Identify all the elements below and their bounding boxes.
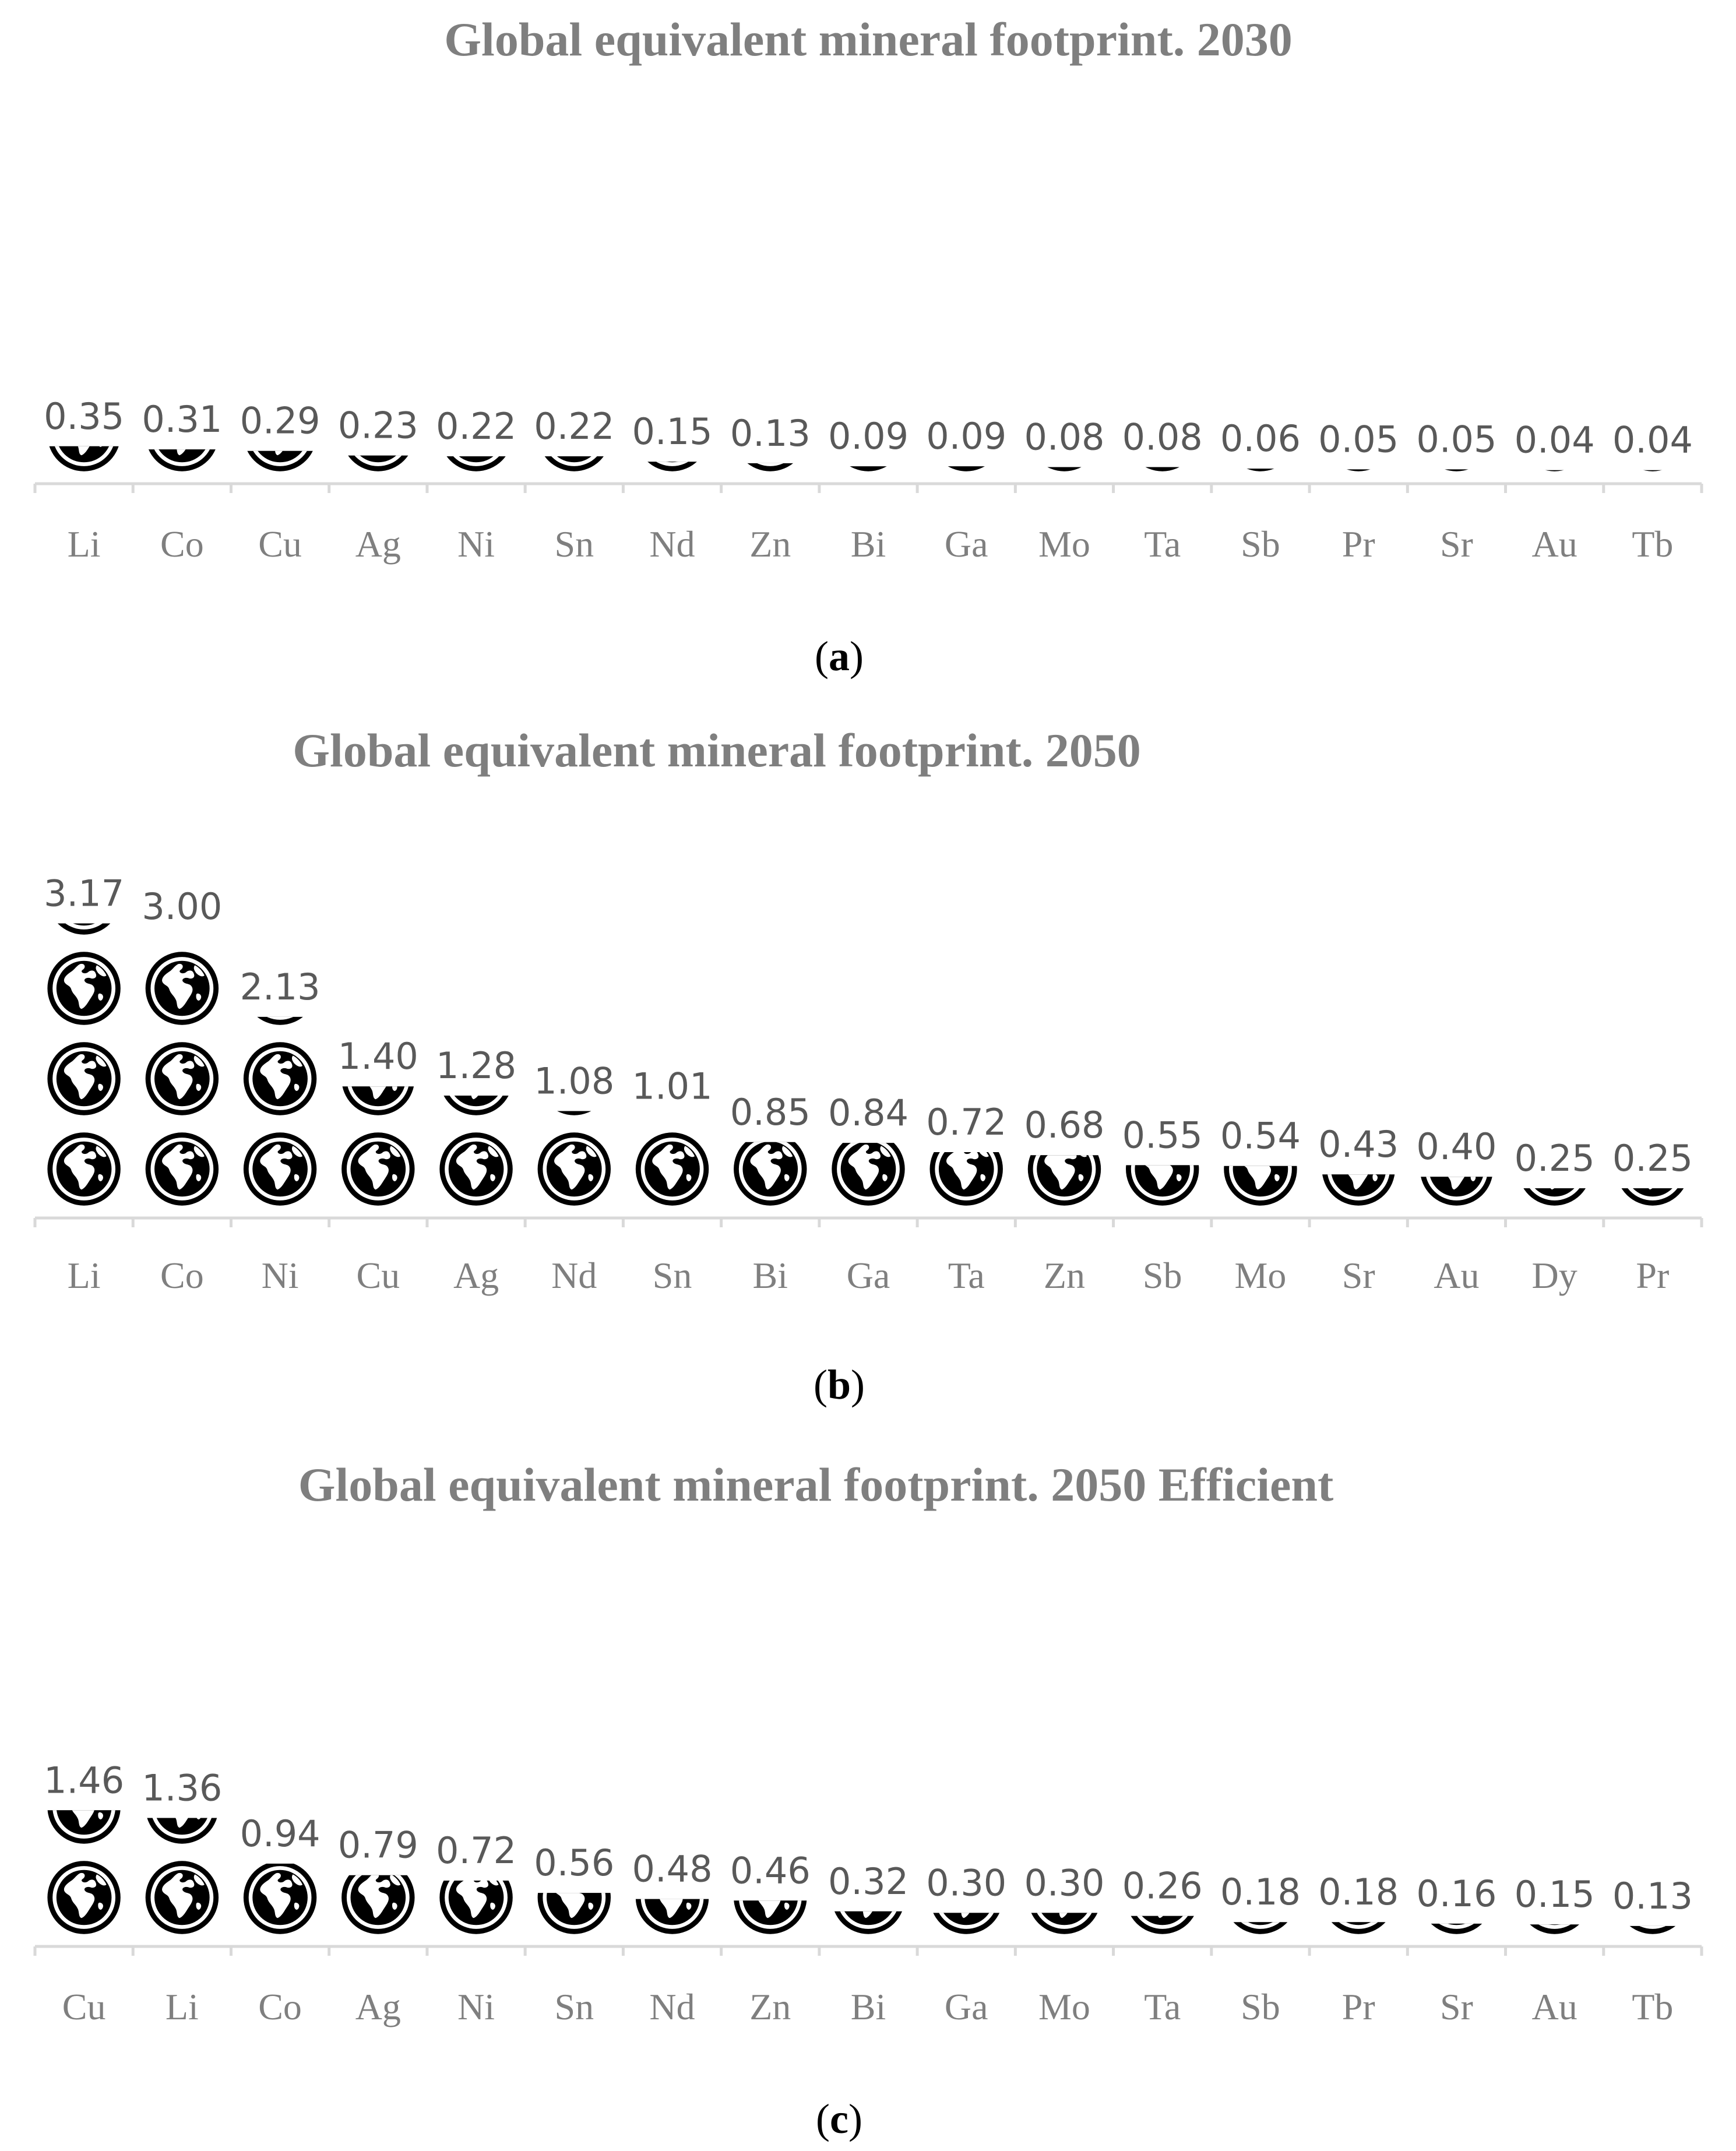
bar-co	[146, 952, 219, 1205]
category-label: Cu	[258, 523, 302, 565]
globe-icon	[146, 1861, 219, 1934]
category-label: Sn	[554, 523, 594, 565]
category-label: Sb	[1241, 523, 1280, 565]
data-label: 0.79	[337, 1823, 418, 1867]
data-label: 0.06	[1220, 417, 1301, 460]
bar-bi	[734, 1132, 807, 1205]
category-label: Ni	[457, 1986, 495, 2027]
data-label: 0.68	[1024, 1104, 1105, 1147]
category-label: Ag	[355, 523, 401, 565]
data-label: 0.48	[632, 1847, 713, 1891]
data-label: 1.36	[142, 1766, 223, 1809]
category-label: Sb	[1241, 1986, 1280, 2027]
category-label: Li	[165, 1986, 199, 2027]
category-label: Sn	[652, 1255, 692, 1296]
category-label: Cu	[62, 1986, 106, 2027]
data-label: 0.04	[1514, 418, 1595, 462]
bar-ni	[439, 1861, 512, 1934]
chart-title: Global equivalent mineral footprint. 2030	[444, 13, 1293, 66]
data-label: 0.25	[1514, 1137, 1595, 1180]
data-label: 0.35	[44, 395, 125, 438]
data-label: 1.46	[44, 1759, 125, 1802]
data-label: 0.55	[1122, 1114, 1203, 1157]
data-label: 1.28	[436, 1044, 517, 1087]
bar-ga	[832, 1132, 904, 1205]
data-label: 0.29	[240, 399, 321, 442]
globe-icon	[244, 1132, 316, 1205]
category-label: Nd	[649, 523, 695, 565]
globe-icon	[636, 1132, 709, 1205]
partial-globe-icon	[832, 1132, 904, 1205]
globe-icon	[146, 952, 219, 1025]
bar-ag	[341, 1861, 414, 1934]
partial-globe-icon	[439, 1861, 512, 1934]
data-label: 1.08	[534, 1059, 615, 1103]
panel-label: (a)	[815, 633, 864, 680]
category-label: Bi	[850, 523, 886, 565]
data-label: 0.72	[436, 1829, 517, 1872]
data-label: 0.54	[1220, 1114, 1301, 1157]
globe-icon	[47, 1861, 120, 1934]
category-label: Dy	[1531, 1255, 1577, 1296]
category-label: Zn	[749, 523, 791, 565]
category-label: Ta	[948, 1255, 985, 1296]
data-label: 2.13	[240, 965, 321, 1008]
data-label: 0.85	[730, 1090, 811, 1133]
category-label: Pr	[1341, 1986, 1375, 2027]
globe-icon	[47, 1132, 120, 1205]
category-label: Ni	[457, 523, 495, 565]
panel-label: (c)	[816, 2096, 862, 2142]
category-label: Ta	[1144, 523, 1181, 565]
panel-label: (b)	[813, 1361, 865, 1408]
category-label: Tb	[1632, 1986, 1674, 2027]
data-label: 0.09	[827, 415, 909, 458]
category-label: Ag	[453, 1255, 499, 1296]
category-label: Ta	[1144, 1986, 1181, 2027]
category-label: Ag	[355, 1986, 401, 2027]
data-label: 0.18	[1318, 1871, 1399, 1914]
bar-co	[244, 1861, 316, 1934]
data-label: 1.40	[337, 1035, 418, 1078]
globe-icon	[47, 1042, 120, 1115]
panel-c	[35, 1458, 1702, 2142]
data-label: 3.00	[142, 885, 223, 928]
globe-icon	[244, 1042, 316, 1115]
category-label: Cu	[356, 1255, 400, 1296]
data-label: 3.17	[44, 872, 125, 915]
chart-title: Global equivalent mineral footprint. 2050 Efficient	[298, 1458, 1334, 1511]
category-label: Au	[1531, 1986, 1577, 2027]
category-label: Mo	[1038, 523, 1090, 565]
chart-title: Global equivalent mineral footprint. 2050	[293, 724, 1141, 777]
partial-globe-icon	[734, 1132, 807, 1205]
partial-globe-icon	[244, 1861, 316, 1934]
partial-globe-icon	[930, 1132, 1003, 1205]
category-label: Pr	[1636, 1255, 1670, 1296]
category-label: Nd	[649, 1986, 695, 2027]
category-label: Sr	[1439, 523, 1473, 565]
data-label: 0.25	[1612, 1137, 1693, 1180]
category-label: Ni	[261, 1255, 299, 1296]
data-label: 0.15	[632, 410, 713, 453]
category-label: Pr	[1341, 523, 1375, 565]
category-label: Sr	[1341, 1255, 1375, 1296]
category-label: Co	[160, 523, 204, 565]
data-label: 0.30	[926, 1861, 1007, 1904]
panel-b	[35, 724, 1702, 1408]
data-label: 0.05	[1318, 418, 1399, 461]
data-label: 0.13	[1612, 1874, 1693, 1917]
data-label: 0.56	[534, 1842, 615, 1885]
globe-icon	[146, 1042, 219, 1115]
category-label: Co	[160, 1255, 204, 1296]
data-label: 0.18	[1220, 1871, 1301, 1914]
data-label: 0.72	[926, 1100, 1007, 1143]
data-label: 0.16	[1416, 1872, 1497, 1915]
category-label: Bi	[752, 1255, 788, 1296]
data-label: 0.04	[1612, 418, 1693, 462]
category-label: Zn	[749, 1986, 791, 2027]
data-label: 0.08	[1122, 416, 1203, 459]
data-label: 0.40	[1416, 1125, 1497, 1168]
category-label: Bi	[850, 1986, 886, 2027]
bar-ta	[930, 1132, 1003, 1205]
category-label: Co	[258, 1986, 302, 2027]
globe-icon	[341, 1132, 414, 1205]
partial-globe-icon	[341, 1861, 414, 1934]
data-label: 0.31	[142, 398, 223, 441]
data-label: 1.01	[632, 1065, 713, 1108]
globe-icon	[47, 952, 120, 1025]
globe-icon	[439, 1132, 512, 1205]
category-label: Sr	[1439, 1986, 1473, 2027]
category-label: Li	[67, 1255, 101, 1296]
category-label: Ga	[944, 523, 988, 565]
category-label: Ga	[846, 1255, 890, 1296]
category-label: Au	[1434, 1255, 1480, 1296]
data-label: 0.46	[730, 1849, 811, 1892]
category-label: Ga	[944, 1986, 988, 2027]
data-label: 0.23	[337, 404, 418, 447]
data-label: 0.22	[534, 404, 615, 448]
globe-icon	[538, 1132, 611, 1205]
data-label: 0.30	[1024, 1861, 1105, 1904]
data-label: 0.43	[1318, 1123, 1399, 1166]
category-label: Li	[67, 523, 101, 565]
data-label: 0.13	[730, 411, 811, 455]
panel-a	[35, 13, 1702, 680]
data-label: 0.09	[926, 415, 1007, 458]
data-label: 0.84	[827, 1092, 909, 1135]
category-label: Sn	[554, 1986, 594, 2027]
data-label: 0.26	[1122, 1864, 1203, 1907]
category-label: Mo	[1234, 1255, 1287, 1296]
category-label: Au	[1531, 523, 1577, 565]
category-label: Sb	[1142, 1255, 1182, 1296]
category-label: Nd	[551, 1255, 597, 1296]
data-label: 0.15	[1514, 1873, 1595, 1916]
data-label: 0.22	[436, 404, 517, 448]
globe-icon	[146, 1132, 219, 1205]
category-label: Tb	[1632, 523, 1674, 565]
category-label: Mo	[1038, 1986, 1090, 2027]
data-label: 0.05	[1416, 418, 1497, 461]
category-label: Zn	[1043, 1255, 1086, 1296]
data-label: 0.08	[1024, 416, 1105, 459]
data-label: 0.32	[827, 1860, 909, 1903]
data-label: 0.94	[240, 1812, 321, 1855]
